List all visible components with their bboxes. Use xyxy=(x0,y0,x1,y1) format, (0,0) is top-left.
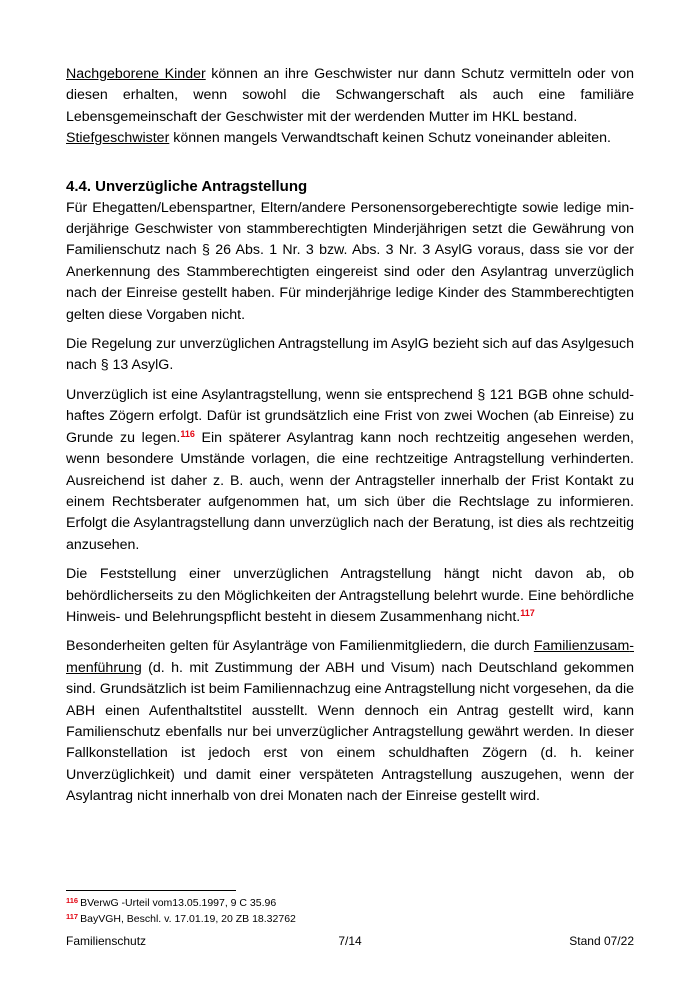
footnote-number: 116 xyxy=(66,896,79,905)
footer-title: Familienschutz xyxy=(66,934,147,948)
footnote-text: BayVGH, Beschl. v. 17.01.19, 20 ZB 18.32762 xyxy=(80,913,296,925)
footnote-ref-117[interactable]: 117 xyxy=(520,607,535,618)
footnote-item xyxy=(66,894,296,910)
paragraph-text: Ein späterer Asylantrag kann noch rechtzeitig angesehen werden, wenn besondere Umstände vorlagen, die eine rechtzeitige Antragstellung verhinderten. Ausreichend ist daher z. B. auch, wenn der Antragsteller innerhalb der Frist Kontakt zu einem Rechtsberater aufgenommen hat, um sich über die Rechtslage zu informieren. Erfolgt die Asylantragstellung dann unverzüglich nach der Beratung, ist dies als rechtzeitig anzusehen. xyxy=(66,429,634,553)
paragraph-voraussetzung: Für Ehegatten/Lebenspartner, Eltern/andere Personensorgeberechtigte sowie ledige minderjährige Geschwister von stammberechtigten Minderjährigen setzt die Gewährung von Familienschutz nach § 26 Abs. 1 Nr. 3 bzw. Abs. 3 Nr. 3 AsylG voraus, dass sie vor der Anerkennung des Stammberechtigten eingereist sind oder den Asylantrag unverzüglich nach der Einreise gestellt haben. Für minderjährige ledige Kinder des Stammberechtigten gelten diese Vorgaben nicht. xyxy=(66,199,634,323)
section-heading: 4.4. Unverzügliche Antragstellung xyxy=(66,177,308,195)
paragraph-feststellung xyxy=(66,564,634,628)
footnote-item xyxy=(66,910,296,926)
paragraph-text: können mangels Verwandtschaft keinen Schutz voneinander ableiten. xyxy=(169,130,611,147)
footnote-text: BVerwG -Urteil vom13.05.1997, 9 C 35.96 xyxy=(80,897,277,909)
term-stiefgeschwister: Stiefgeschwister xyxy=(66,130,170,147)
paragraph-text: Unverzüglich ist eine Asylantragstellung, wenn sie entsprechend § 121 BGB ohne schuldhaftes Zögern erfolgt. Dafür ist grundsätzlich eine Frist von zwei Wochen (ab Einreise) zu Grunde zu legen. xyxy=(66,386,634,446)
link-familienzusammenfuehrung[interactable]: Familienzusammenführung xyxy=(66,638,634,676)
paragraph-text: können an ihre Geschwister nur dann Schutz vermitteln oder von diesen erhalten, wenn sowohl die Schwangerschaft als auch eine familiäre Lebensgemeinschaft der Geschwister mit der werdenden Mutter im HKL bestand. xyxy=(66,66,634,125)
paragraph-text: (d. h. mit Zustimmung der ABH und Visum) nach Deutschland gekommen sind. Grundsätzlich ist beim Familiennachzug eine Antragstellung nicht vorgesehen, da die ABH einen Aufenthaltstitel ausstellt. Wenn dennoch ein Antrag gestellt wird, kann Familienschutz ebenfalls nur bei unverzüglicher Antragstellung gewährt werden. In dieser Fallkonstellation ist jedoch erst von einem schuldhaften Zögern (d. h. keiner Unverzüglichkeit) und damit einer verspäteten Antragstellung auszugehen, wenn der Asylantrag nicht innerhalb von drei Monaten nach der Einreise gestellt wird. xyxy=(66,659,634,805)
paragraph-text: Besonderheiten gelten für Asylanträge von Familienmitgliedern, die durch xyxy=(66,638,534,655)
footnotes xyxy=(66,894,296,926)
paragraph-besonderheiten xyxy=(66,636,634,807)
document-body xyxy=(66,64,634,808)
term-nachgeborene-kinder: Nachgeborene Kinder xyxy=(66,66,206,82)
paragraph-asylgesuch: Die Regelung zur unverzüglichen Antragstellung im AsylG bezieht sich auf das Asylgesuch nach § 13 AsylG. xyxy=(66,336,634,374)
footnote-number: 117 xyxy=(66,912,79,921)
paragraph-stiefgeschwister xyxy=(66,128,634,149)
footnote-ref-116[interactable]: 116 xyxy=(180,428,195,439)
paragraph-text: Die Feststellung einer unverzüglichen Antragstellung hängt nicht davon ab, ob behördlicherseits zu den Möglichkeiten der Antragstellung belehrt wurde. Eine behördliche Hinweis- und Belehrungspflicht besteht in diesem Zusammenhang nicht. xyxy=(66,566,634,625)
page-number: 7/14 xyxy=(338,934,362,948)
paragraph-unverzueglich xyxy=(66,385,634,556)
footnote-divider xyxy=(66,890,236,891)
paragraph-nachgeborene xyxy=(66,64,634,128)
footer-date: Stand 07/22 xyxy=(569,934,634,948)
